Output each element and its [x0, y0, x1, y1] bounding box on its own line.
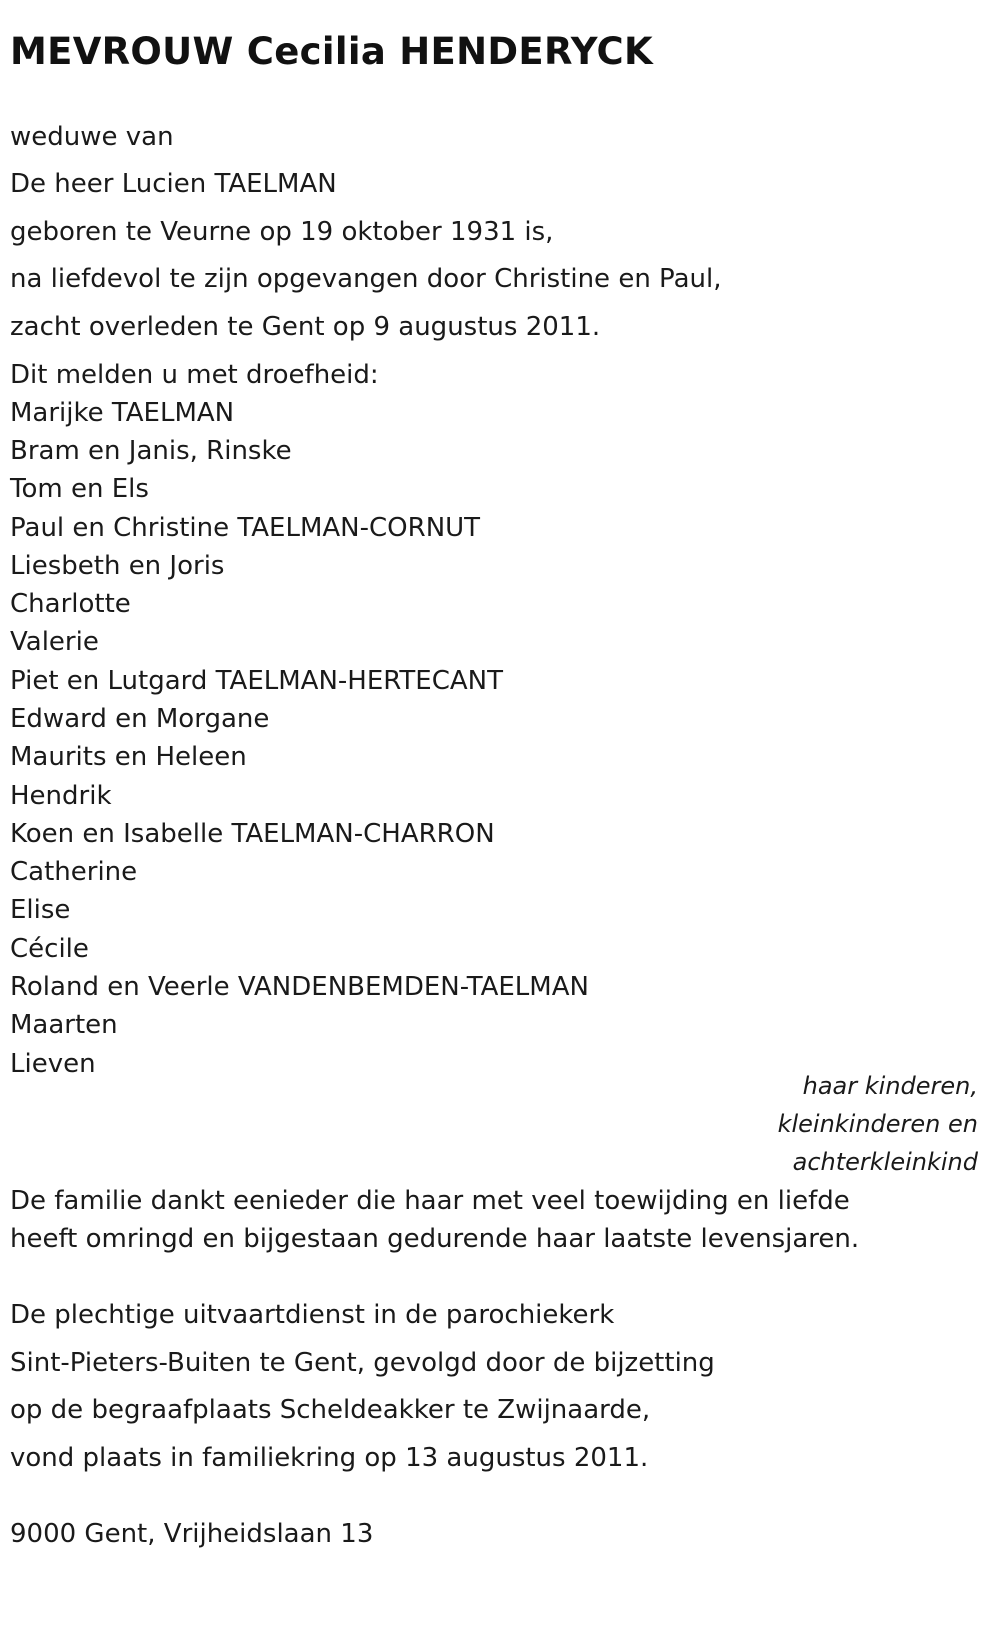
service-line: op de begraafplaats Scheldeakker te Zwijnaarde,: [10, 1395, 651, 1425]
announcer-line: Lieven: [10, 1049, 96, 1079]
announcer-line: Cécile: [10, 934, 89, 964]
announcer-line: Liesbeth en Joris: [10, 551, 225, 581]
announcer-line: Elise: [10, 895, 71, 925]
announcer-line: Catherine: [10, 857, 138, 887]
announcer-line: Valerie: [10, 627, 99, 657]
intro-birth: geboren te Veurne op 19 oktober 1931 is,: [10, 217, 554, 247]
announcer-line: Bram en Janis, Rinske: [10, 436, 292, 466]
relation-grandchildren: kleinkinderen en: [777, 1110, 978, 1138]
announcer-line: Marijke TAELMAN: [10, 398, 235, 428]
deceased-name-title: MEVROUW Cecilia HENDERYCK: [10, 30, 653, 73]
announcer-line: Charlotte: [10, 589, 131, 619]
announcer-line: Maurits en Heleen: [10, 742, 247, 772]
intro-death: zacht overleden te Gent op 9 augustus 2011.: [10, 312, 601, 342]
thanks-line: heeft omringd en bijgestaan gedurende haar laatste levensjaren.: [10, 1224, 860, 1254]
announcer-line: Piet en Lutgard TAELMAN-HERTECANT: [10, 666, 504, 696]
announcer-line: Hendrik: [10, 781, 112, 811]
service-line: vond plaats in familiekring op 13 augustus 2011.: [10, 1443, 649, 1473]
intro-care: na liefdevol te zijn opgevangen door Christine en Paul,: [10, 264, 722, 294]
thanks-line: De familie dankt eenieder die haar met veel toewijding en liefde: [10, 1186, 850, 1216]
relation-great-grandchild: achterkleinkind: [792, 1148, 978, 1176]
announcer-line: Koen en Isabelle TAELMAN-CHARRON: [10, 819, 495, 849]
relation-children: haar kinderen,: [802, 1072, 978, 1100]
intro-widow-of: weduwe van: [10, 122, 174, 152]
announcer-line: Edward en Morgane: [10, 704, 270, 734]
service-line: Sint-Pieters-Buiten te Gent, gevolgd door de bijzetting: [10, 1348, 715, 1378]
announcer-line: Roland en Veerle VANDENBEMDEN-TAELMAN: [10, 972, 589, 1002]
intro-spouse-name: De heer Lucien TAELMAN: [10, 169, 337, 199]
announcers-heading: Dit melden u met droefheid:: [10, 360, 379, 390]
announcer-line: Paul en Christine TAELMAN-CORNUT: [10, 513, 481, 543]
service-line: De plechtige uitvaartdienst in de parochiekerk: [10, 1300, 615, 1330]
family-address: 9000 Gent, Vrijheidslaan 13: [10, 1519, 374, 1549]
announcer-line: Maarten: [10, 1010, 118, 1040]
announcer-line: Tom en Els: [10, 474, 149, 504]
